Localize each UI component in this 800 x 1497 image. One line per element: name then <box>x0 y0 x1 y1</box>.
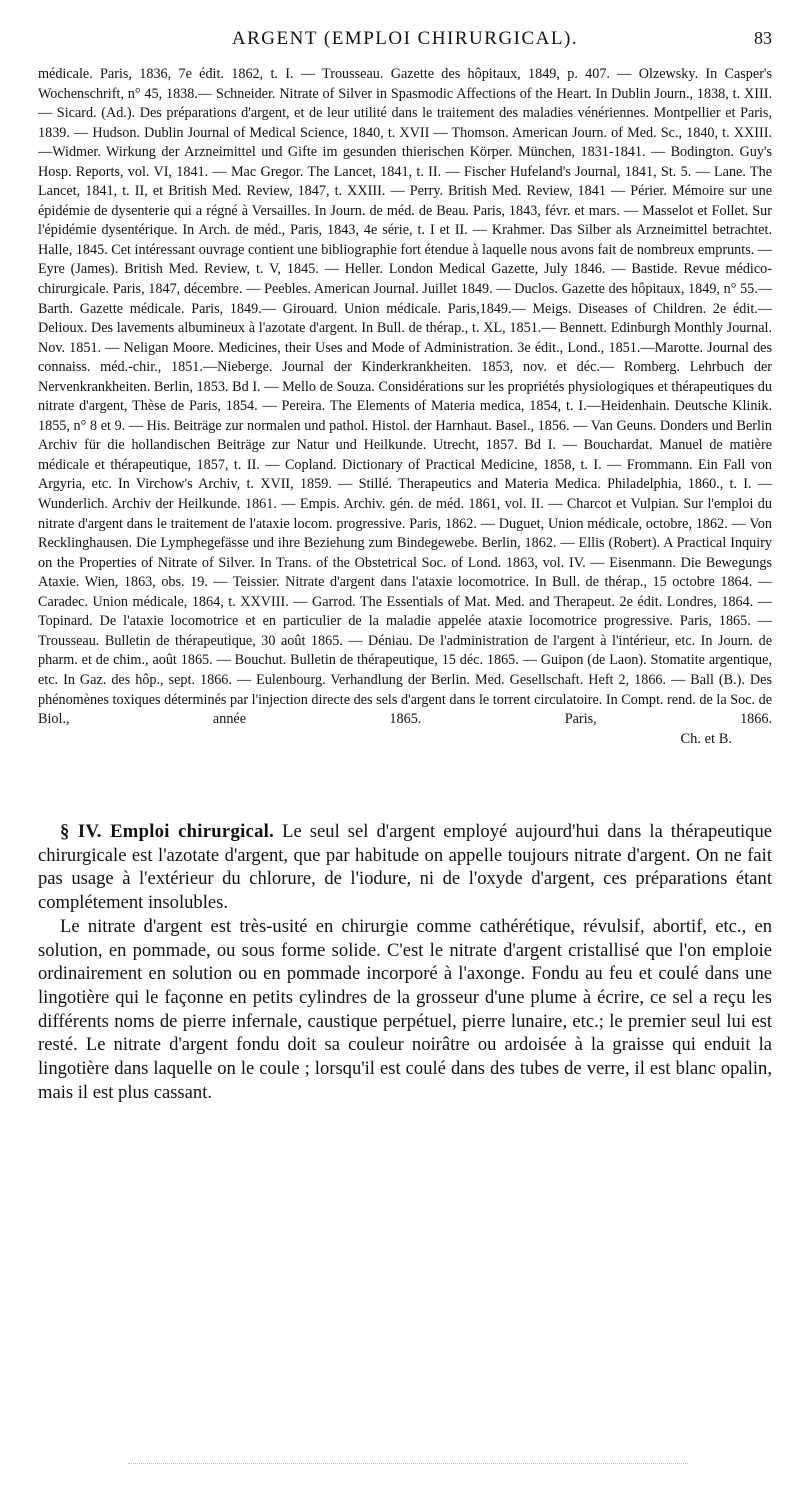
footer-rule <box>128 1463 688 1464</box>
bibliography-text: médicale. Paris, 1836, 7e édit. 1862, t. I. — Trousseau. Gazette des hôpitaux, 1849, p. 407. — Olzewsky. In Casper's Wochenschrift, n° 45, 1838.— Schneider. Nitrate of Silver in Spasmodic Affections of the Heart. In Dublin Journ., 1838, t. XIII. — Sicard. (Ad.). Des préparations d'argent, et de leur utilité dans le traitement des maladies vénériennes. Montpellier et Paris, 1839. — Hudson. Dublin Journal of Medical Science, 1840, t. XVII — Thomson. American Journ. of Med. Sc., 1840, t. XXIII.—Widmer. Wirkung der Arzneimittel und Gifte im gesunden thierischen Körper. München, 1831-1841. — Bodington. Guy's Hosp. Reports, vol. VI, 1841. — Mac Gregor. The Lancet, 1841, t. II. — Fischer Hufeland's Journal, 1841, St. 5. — Lane. The Lancet, 1841, t. II, et British Med. Review, 1847, t. XXIII. — Perry. British Med. Review, 1841 — Périer. Mémoire sur une épidémie de dysenterie qui a régné à Versailles. In Journ. de méd. de Beau. Paris, 1843, févr. et mars. — Masselot et Follet. Sur l'épidémie dysentérique. In Arch. de méd., Paris, 1843, 4e série, t. I et II. — Krahmer. Das Silber als Arzneimittel betrachtet. Halle, 1845. Cet intéressant ouvrage contient une bibliographie fort étendue à laquelle nous avons fait de nombreux emprunts. — Eyre (James). British Med. Review, t. V, 1845. — Heller. London Medical Gazette, July 1846. — Bastide. Revue médico-chirurgicale. Paris, 1847, décembre. — Peebles. American Journal. Juillet 1849. — Duclos. Gazette des hôpitaux, 1849, n° 55.— Barth. Gazette médicale. Paris, 1849.— Girouard. Union médicale. Paris,1849.— Meigs. Diseases of Children. 2e édit.— Delioux. Des lavements albumineux à l'azotate d'argent. In Bull. de thérap., t. XL, 1851.— Bennett. Edinburgh Monthly Journal. Nov. 1851. — Neligan Moore. Medicines, their Uses and Mode of Administration. 3e édit., Lond., 1851.—Marotte. Journal des connaiss. méd.-chir., 1851.—Nieberge. Journal der Kinderkrankheiten. 1853, nov. et déc.— Romberg. Lehrbuch der Nervenkrankheiten. Berlin, 1853. Bd I. — Mello de Souza. Considérations sur les propriétés physiologiques et thérapeutiques du nitrate d'argent, Thèse de Paris, 1854. — Pereira. The Elements of Materia medica, 1854, t. I.—Heidenhain. Deutsche Klinik. 1855, n° 8 et 9. — His. Beiträge zur normalen und pathol. Histol. der Harnhaut. Basel., 1856. — Van Geuns. Donders und Berlin Archiv für die hollandischen Beiträge zur Natur und Heilkunde. Utrecht, 1857. Bd I. — Bouchardat. Manuel de matière médicale et thérapeutique, 1857, t. II. — Copland. Dictionary of Practical Medicine, 1858, t. I. — Frommann. Ein Fall von Argyria, etc. In Virchow's Archiv, t. XVII, 1859. — Stillé. Therapeutics and Materia Medica. Philadelphia, 1860., t. I. — Wunderlich. Archiv der Heilkunde. 1861. — Empis. Archiv. gén. de méd. 1861, vol. II. — Charcot et Vulpian. Sur l'emploi du nitrate d'argent dans le traitement de l'ataxie locom. progressive. Paris, 1862. — Duguet, Union médicale, octobre, 1862. — Von Recklinghausen. Die Lymphegefässe und ihre Beziehung zum Bindegewebe. Berlin, 1862. — Ellis (Robert). A Practical Inquiry on the Properties of Nitrate of Silver. In Trans. of the Obstetrical Soc. of Lond. 1863, vol. IV. — Eisenmann. Die Bewegungs Ataxie. Wien, 1863, obs. 19. — Teissier. Nitrate d'argent dans l'ataxie locomotrice. In Bull. de thérap., 15 octobre 1864. — Caradec. Union médicale, 1864, t. XXVIII. — Garrod. The Essentials of Mat. Med. and Therapeut. 2e édit. Londres, 1864. — Topinard. De l'ataxie locomotrice et en particulier de la maladie appelée ataxie locomotrice progressive. Paris, 1865. — Trousseau. Bulletin de thérapeutique, 30 août 1865. — Déniau. De l'administration de l'argent à l'intérieur, etc. In Journ. de pharm. et de chim., août 1865. — Bouchut. Bulletin de thérapeutique, 15 déc. 1865. — Guipon (de Laon). Stomatite argentique, etc. In Gaz. des hôp., sept. 1866. — Eulenbourg. Verhandlung der Berlin. Med. Gesellschaft. Heft 2, 1866. — Ball (B.). Des phénomènes toxiques déterminés par l'injection directe des sels d'argent dans le torrent circulatoire. In Compt. rend. de la Soc. de Biol., année 1865. Paris, 1866. <box>38 66 772 728</box>
page-number: 83 <box>754 28 772 48</box>
bibliography-block <box>38 65 772 769</box>
section-paragraph-1 <box>38 820 772 915</box>
paragraph-1-text: Le seul sel d'argent employé aujourd'hui dans la thérapeutique chirurgicale est l'azotate d'argent, que par habitude on appelle toujours nitrate d'argent. On ne fait pas usage à l'extérieur du chlorure, de l'iodure, ni de l'oxyde d'argent, ces préparations étant complétement insolubles. <box>38 821 772 914</box>
section-emploi-chirurgical <box>38 820 772 1104</box>
section-paragraph-2: Le nitrate d'argent est très-usité en chirurgie comme cathérétique, révulsif, abortif, etc., en solution, en pommade, ou sous forme solide. C'est le nitrate d'argent cristallisé que l'on emploie ordinairement en solution ou en pommade incorporé à l'axonge. Fondu au feu et coulé dans une lingotière qui le façonne en petits cylindres de la grosseur d'une plume à écrire, ce sel a reçu les différents noms de pierre infernale, caustique perpétuel, pierre lunaire, etc.; le premier seul lui est resté. Le nitrate d'argent fondu doit sa couleur noirâtre ou ardoisée à la graisse qui enduit la lingotière dans laquelle on le coule ; lorsqu'il est coulé dans des tubes de verre, il est blanc opalin, mais il est plus cassant. <box>38 915 772 1103</box>
book-page <box>38 0 772 1497</box>
running-title: ARGENT (EMPLOI CHIRURGICAL). <box>231 28 579 49</box>
section-heading: § IV. Emploi chirurgical. <box>60 821 275 842</box>
running-head <box>38 28 772 58</box>
author-signature: Ch. et B. <box>680 731 732 748</box>
